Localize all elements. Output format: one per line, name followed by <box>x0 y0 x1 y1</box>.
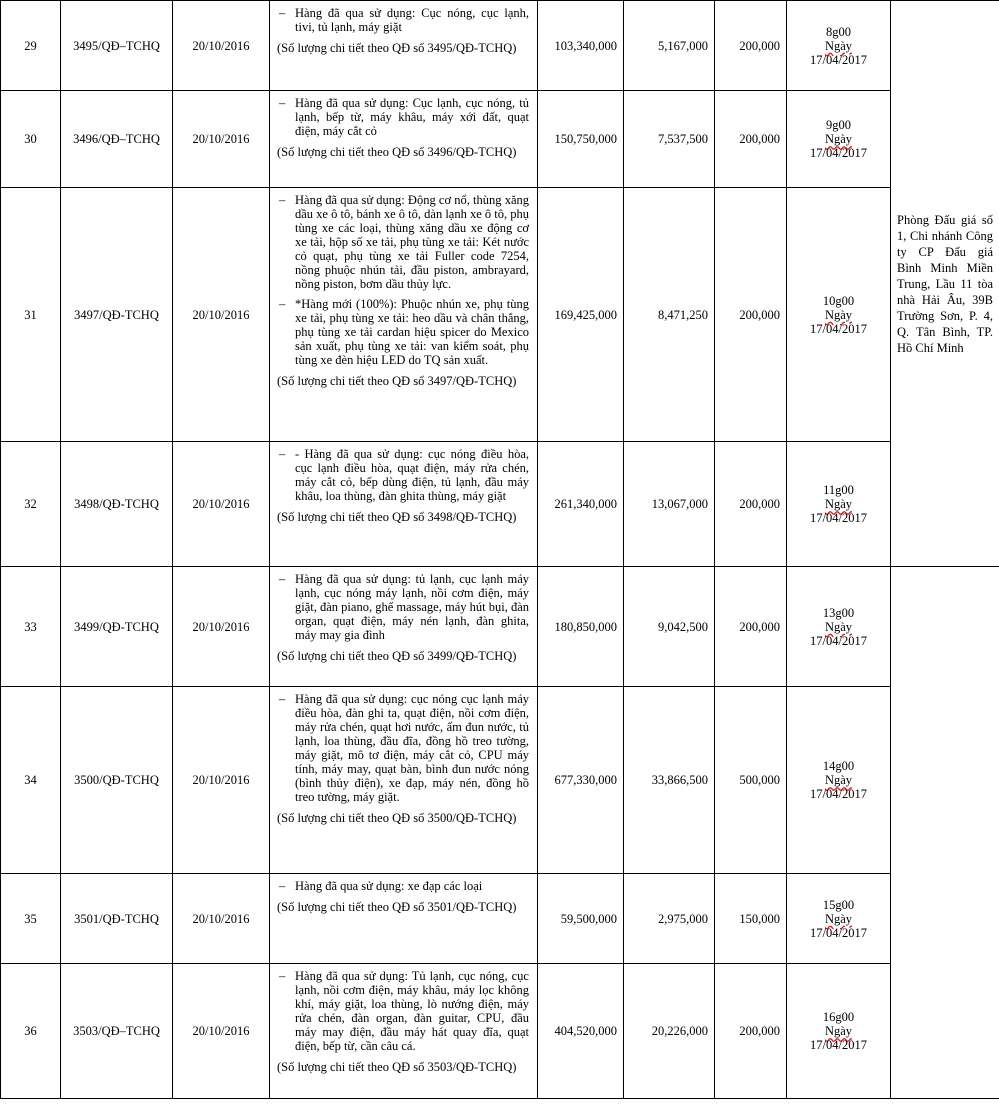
auction-time <box>787 964 891 1099</box>
bullet-mark: – <box>279 879 286 893</box>
auction-time <box>787 874 891 964</box>
auction-date: 17/04/2017 <box>810 511 867 525</box>
deposit-amount: 13,067,000 <box>624 442 715 567</box>
goods-item-text: Hàng đã qua sử dụng: Cục lạnh, cục nóng, tủ lạnh, bếp từ, máy khâu, máy xới đất, quạt điện, máy cắt cỏ <box>295 96 529 138</box>
decision-number: 3497/QĐ-TCHQ <box>61 188 173 442</box>
row-number: 30 <box>1 91 61 188</box>
deposit-amount: 2,975,000 <box>624 874 715 964</box>
decision-date: 20/10/2016 <box>173 874 270 964</box>
registration-fee: 200,000 <box>715 1 787 91</box>
table-row <box>1 964 999 1099</box>
bullet-mark: – <box>279 692 286 706</box>
auction-date: 17/04/2017 <box>810 146 867 160</box>
auction-time <box>787 687 891 874</box>
goods-item-text: Hàng đã qua sử dụng: Cục nóng, cục lạnh, tivi, tủ lạnh, máy giặt <box>295 6 529 34</box>
auction-date: 17/04/2017 <box>810 321 867 336</box>
row-number: 32 <box>1 442 61 567</box>
goods-item <box>277 6 529 34</box>
auction-location: Phòng Đấu giá số 1, Chi nhánh Công ty CP Đấu giá Bình Minh Miền Trung, Lầu 11 tòa nhà Hải Âu, 39B Trường Sơn, P. 4, Q. Tân Bình, TP. Hồ Chí Minh <box>891 1 999 567</box>
goods-item <box>277 692 529 804</box>
bullet-mark: – <box>279 96 286 110</box>
starting-price: 180,850,000 <box>538 567 624 687</box>
goods-item <box>277 447 529 503</box>
row-number: 36 <box>1 964 61 1099</box>
auction-hour: 15g00 <box>822 897 855 912</box>
auction-hour: 14g00 <box>822 759 855 773</box>
goods-item-text: Hàng đã qua sử dụng: xe đạp các loại <box>295 879 483 893</box>
decision-date: 20/10/2016 <box>173 91 270 188</box>
goods-description <box>270 874 538 964</box>
goods-note: (Số lượng chi tiết theo QĐ số 3497/QĐ-TCHQ) <box>277 374 517 388</box>
goods-description <box>270 687 538 874</box>
auction-day-label: Ngày <box>824 307 853 322</box>
starting-price: 169,425,000 <box>538 188 624 442</box>
auction-time <box>787 1 891 91</box>
deposit-amount: 7,537,500 <box>624 91 715 188</box>
goods-item-text: *Hàng mới (100%): Phuộc nhún xe, phụ tùng xe tải, phụ tùng xe tải: heo dầu và chân thắng, phụ tùng xe tải cardan hiệu spicer do Mexico sản xuất, phụ tùng xe tải: van kiểm soát, phụ tùng xe đèn hiệu LED do TQ sản xuất. <box>295 297 529 367</box>
auction-day-label: Ngày <box>824 132 853 146</box>
auction-day-label: Ngày <box>824 911 853 926</box>
starting-price: 677,330,000 <box>538 687 624 874</box>
goods-item <box>277 297 529 367</box>
goods-description <box>270 964 538 1099</box>
auction-day-label: Ngày <box>824 38 853 53</box>
auction-date: 17/04/2017 <box>810 1038 867 1052</box>
decision-date: 20/10/2016 <box>173 188 270 442</box>
starting-price: 103,340,000 <box>538 1 624 91</box>
row-number: 31 <box>1 188 61 442</box>
auction-hour: 8g00 <box>826 24 851 39</box>
bullet-mark: – <box>279 969 286 983</box>
goods-item-text: Hàng đã qua sử dụng: tủ lạnh, cục lạnh máy lạnh, cục nóng máy lạnh, nồi cơm điện, máy giặt, đàn piano, ghế massage, máy hút bụi, đàn organ, quạt điện, máy nén lạnh, đàn ghita, máy may gia đình <box>295 572 529 642</box>
registration-fee: 200,000 <box>715 91 787 188</box>
deposit-amount: 20,226,000 <box>624 964 715 1099</box>
registration-fee: 200,000 <box>715 567 787 687</box>
starting-price: 59,500,000 <box>538 874 624 964</box>
decision-number: 3501/QĐ-TCHQ <box>61 874 173 964</box>
row-number: 29 <box>1 1 61 91</box>
auction-hour: 11g00 <box>823 483 854 497</box>
decision-number: 3503/QĐ–TCHQ <box>61 964 173 1099</box>
auction-day-label: Ngày <box>824 1024 853 1038</box>
goods-description <box>270 442 538 567</box>
auction-time <box>787 188 891 442</box>
auction-date: 17/04/2017 <box>810 787 867 801</box>
row-number: 35 <box>1 874 61 964</box>
goods-note: (Số lượng chi tiết theo QĐ số 3503/QĐ-TCHQ) <box>277 1060 517 1074</box>
auction-time <box>787 91 891 188</box>
deposit-amount: 5,167,000 <box>624 1 715 91</box>
bullet-mark: – <box>279 447 286 461</box>
bullet-mark: – <box>279 297 286 311</box>
table-row <box>1 1 999 91</box>
auction-hour: 10g00 <box>822 293 855 308</box>
auction-location-continued <box>891 567 999 1099</box>
goods-item-text: Hàng đã qua sử dụng: Tủ lạnh, cục nóng, cục lạnh, nồi cơm điện, máy khâu, máy lọc không khí, máy giặt, loa thùng, lò nướng điện, máy rửa chén, đàn organ, đàn guitar, CPU, đầu máy may điện, đầu máy hát quay đĩa, quạt điện, bếp từ, cần câu cá. <box>295 969 529 1053</box>
auction-hour: 13g00 <box>822 605 855 620</box>
registration-fee: 200,000 <box>715 964 787 1099</box>
decision-date: 20/10/2016 <box>173 687 270 874</box>
goods-note: (Số lượng chi tiết theo QĐ số 3498/QĐ-TCHQ) <box>277 510 517 524</box>
decision-number: 3496/QĐ–TCHQ <box>61 91 173 188</box>
goods-item <box>277 879 529 893</box>
bullet-mark: – <box>279 6 286 20</box>
starting-price: 261,340,000 <box>538 442 624 567</box>
goods-note: (Số lượng chi tiết theo QĐ số 3501/QĐ-TCHQ) <box>277 900 517 914</box>
deposit-amount: 8,471,250 <box>624 188 715 442</box>
goods-note: (Số lượng chi tiết theo QĐ số 3500/QĐ-TCHQ) <box>277 811 517 825</box>
registration-fee: 150,000 <box>715 874 787 964</box>
decision-date: 20/10/2016 <box>173 567 270 687</box>
starting-price: 404,520,000 <box>538 964 624 1099</box>
bullet-mark: – <box>279 193 286 207</box>
goods-item-text: - Hàng đã qua sử dụng: cục nóng điều hòa, cục lạnh điều hòa, quạt điện, máy rửa chén, máy cắt cỏ, bếp dùng điện, tủ lạnh, đầu máy khâu, loa thùng, đàn ghita thùng, máy giặt <box>295 447 529 503</box>
goods-note: (Số lượng chi tiết theo QĐ số 3499/QĐ-TCHQ) <box>277 649 517 663</box>
auction-hour: 9g00 <box>826 118 851 132</box>
decision-date: 20/10/2016 <box>173 1 270 91</box>
goods-item <box>277 969 529 1053</box>
decision-number: 3498/QĐ-TCHQ <box>61 442 173 567</box>
decision-date: 20/10/2016 <box>173 964 270 1099</box>
goods-item <box>277 96 529 138</box>
starting-price: 150,750,000 <box>538 91 624 188</box>
table-row <box>1 188 999 442</box>
goods-item-text: Hàng đã qua sử dụng: Động cơ nổ, thùng xăng dầu xe ô tô, bánh xe ô tô, dàn lạnh xe ô tô, phụ tùng xe các loại, thùng xăng dầu xe động cơ xe tải, hộp số xe tải, phụ tùng xe tải: Két nước cỏ quạt, phụ tùng xe tải Fuller code 7254, nồng phuộc nhún tải, đầu piston, ambrayard, nồng piston, bơm dầu thủy lực. <box>295 193 529 291</box>
table-row <box>1 442 999 567</box>
auction-day-label: Ngày <box>824 773 853 787</box>
table-row <box>1 567 999 687</box>
table-row <box>1 91 999 188</box>
auction-date: 17/04/2017 <box>810 633 867 648</box>
goods-description <box>270 1 538 91</box>
auction-date: 17/04/2017 <box>810 925 867 940</box>
goods-description <box>270 567 538 687</box>
registration-fee: 200,000 <box>715 188 787 442</box>
table-row <box>1 687 999 874</box>
decision-number: 3500/QĐ-TCHQ <box>61 687 173 874</box>
goods-item <box>277 193 529 291</box>
decision-date: 20/10/2016 <box>173 442 270 567</box>
bullet-mark: – <box>279 572 286 586</box>
goods-note: (Số lượng chi tiết theo QĐ số 3496/QĐ-TCHQ) <box>277 145 517 159</box>
goods-note: (Số lượng chi tiết theo QĐ số 3495/QĐ-TCHQ) <box>277 41 517 55</box>
deposit-amount: 33,866,500 <box>624 687 715 874</box>
decision-number: 3499/QĐ-TCHQ <box>61 567 173 687</box>
auction-time <box>787 442 891 567</box>
goods-description <box>270 91 538 188</box>
auction-day-label: Ngày <box>824 497 853 511</box>
decision-number: 3495/QĐ–TCHQ <box>61 1 173 91</box>
auction-day-label: Ngày <box>824 619 853 634</box>
table-row <box>1 874 999 964</box>
goods-item <box>277 572 529 642</box>
goods-item-text: Hàng đã qua sử dụng: cục nóng cục lạnh máy điều hòa, đàn ghi ta, quạt điện, nồi cơm điện, máy rửa chén, quạt hơi nước, ấm đun nước, tủ lạnh, loa thùng, đầu đĩa, đồng hồ treo tường, máy giặt, mô tơ điện, máy cắt cỏ, CPU máy tính, máy may, quạt bàn, bình đun nước nóng (bình thủy điện), xe đạp, máy nén, đồng hồ treo tường, máy giặt. <box>295 692 529 804</box>
goods-description <box>270 188 538 442</box>
registration-fee: 200,000 <box>715 442 787 567</box>
auction-time <box>787 567 891 687</box>
auction-date: 17/04/2017 <box>810 52 867 67</box>
row-number: 34 <box>1 687 61 874</box>
registration-fee: 500,000 <box>715 687 787 874</box>
deposit-amount: 9,042,500 <box>624 567 715 687</box>
auction-hour: 16g00 <box>822 1010 855 1024</box>
row-number: 33 <box>1 567 61 687</box>
